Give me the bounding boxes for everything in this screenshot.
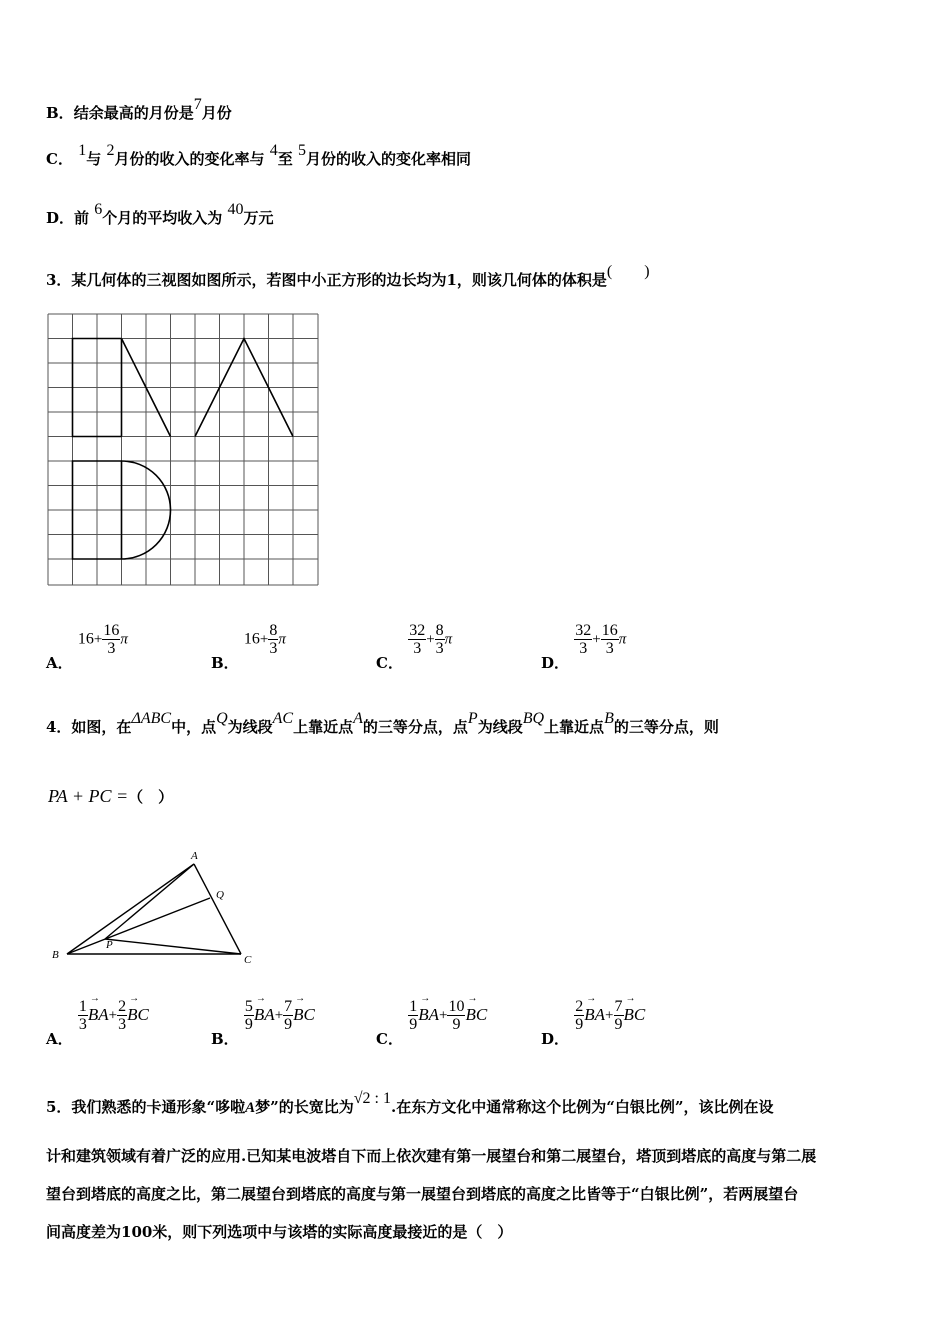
label-p: P [106,939,113,951]
q4-option-a: A． $\frac{1}{3}$ → BA+ $\frac{2}{3}$ → BC [46,998,149,1033]
grid-lines [48,314,318,585]
q4-option-d: D． $\frac{2}{9}$ → BA+ $\frac{7}{9}$ → BC [541,998,645,1033]
q4-stem: 4．如图，在ΔABC中，点Q为线段AC上靠近点A的三等分点，点P为线段BQ上靠近点B的三等分点，则 [46,710,719,736]
segment-pc [105,939,241,954]
triangle-figure [48,846,263,968]
q2-option-b: B．结余最高的月份是7月份 [46,96,232,122]
label-a: A [191,850,198,862]
q2-option-c: C． 1与 2月份的收入的变化率与 4至 5月份的收入的变化率相同 [46,142,471,168]
q5-line-3: 望台到塔底的高度之比，第二展望台到塔底的高度与第一展望台到塔底的高度之比皆等于“白银比例”，若两展望台 [46,1185,799,1203]
q5-line-1: 5．我们熟悉的卡通形象“哆啦A梦”的长宽比为√2 : 1.在东方文化中通常称这个比例为“白银比例”，该比例在设 [46,1090,774,1116]
q3-option-d: D． $\frac{32}{3}$ + $\frac{16}{3}$ π [541,622,627,672]
three-view-figure [47,313,320,588]
segment-bq [67,898,210,954]
label-b: B [52,949,59,961]
q2-option-d: D．前 6个月的平均收入为 40万元 [46,201,274,227]
segment-ac [194,864,241,954]
label-q: Q [216,889,224,901]
q3-option-a: A． 16+ $\frac{16}{3}$ π [46,622,128,672]
label-c: C [244,954,252,966]
q5-line-4: 间高度差为100米，则下列选项中与该塔的实际高度最接近的是（ ） [46,1223,513,1241]
q4-option-b: B． $\frac{5}{9}$ → BA+ $\frac{7}{9}$ → BC [211,998,315,1033]
q3-option-c: C． $\frac{32}{3}$ + $\frac{8}{3}$ π [376,622,453,672]
q5-line-2: 计和建筑领域有着广泛的应用.已知某电波塔自下而上依次建有第一展望台和第二展望台，塔顶到塔底的高度与第二展 [46,1147,817,1165]
segment-ab [67,864,194,954]
q3-stem: 3．某几何体的三视图如图所示，若图中小正方形的边长均为1，则该几何体的体积是( ) [46,263,650,289]
q4-expression: PA + PC =（ ） [48,786,174,806]
segment-pa [105,864,194,939]
q3-option-b: B． 16+ $\frac{8}{3}$ π [211,622,286,672]
q4-option-c: C． $\frac{1}{9}$ → BA+ $\frac{10}{9}$ → BC [376,998,487,1033]
